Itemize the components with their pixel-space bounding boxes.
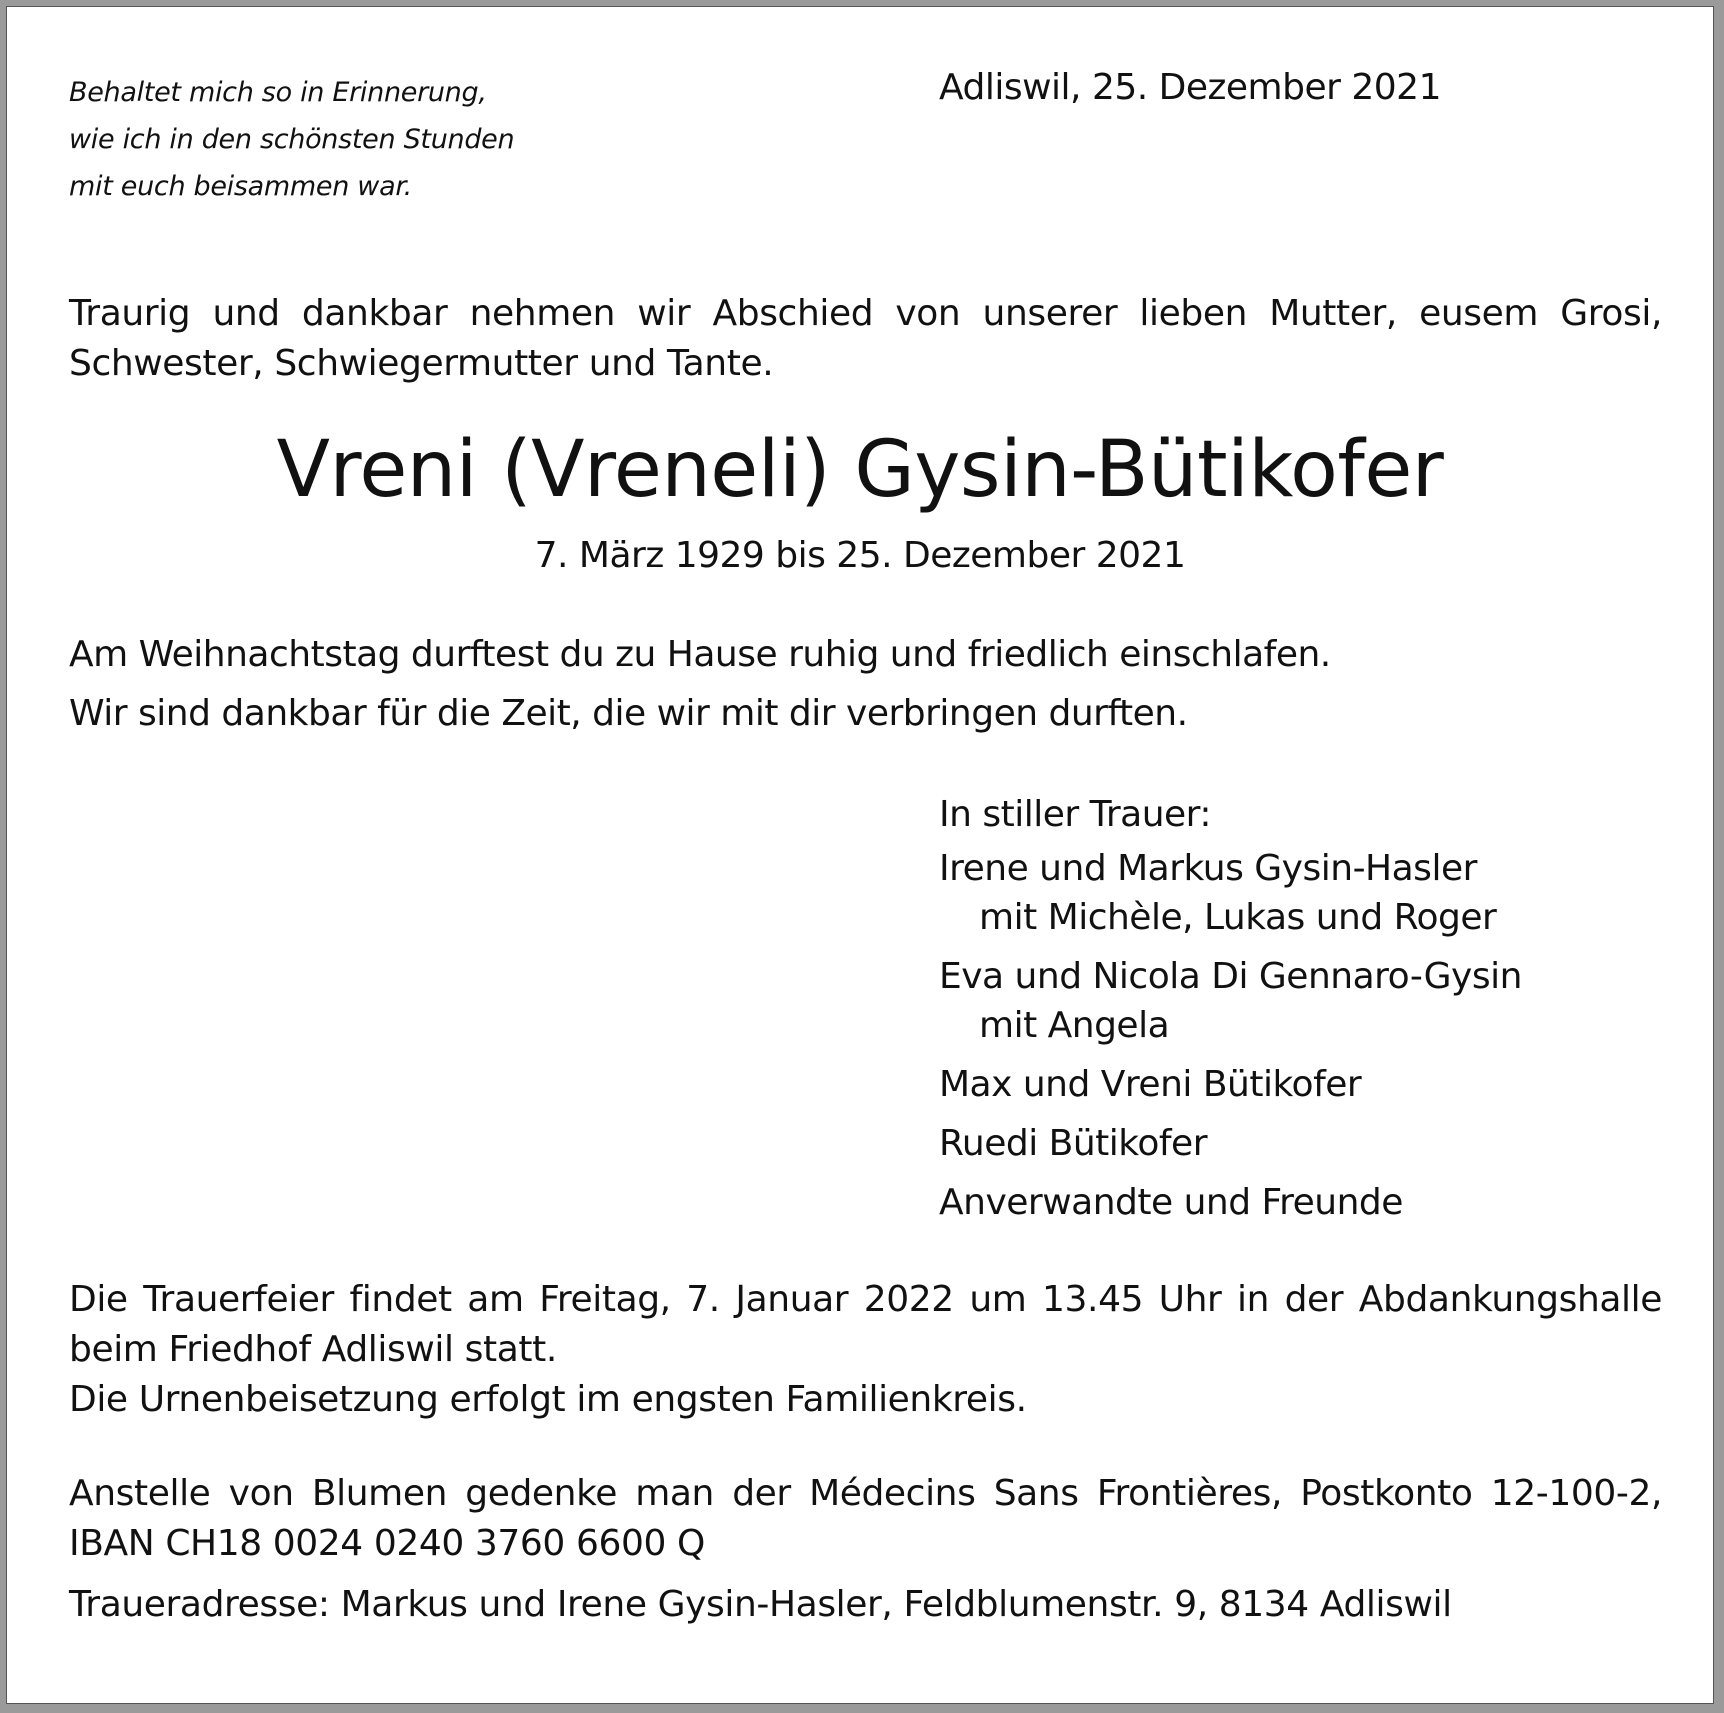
mourner-group: [939, 1060, 1522, 1109]
mourner-name: Anverwandte und Freunde: [939, 1182, 1403, 1223]
mourners-list: [939, 785, 1522, 1227]
mourner-group: [939, 1119, 1522, 1168]
deceased-name: Vreni (Vreneli) Gysin-Bütikofer: [276, 425, 1444, 515]
message-line: Am Weihnachtstag durftest du zu Hause ruhig und friedlich einschlafen.: [69, 634, 1331, 675]
mourner-children: mit Michèle, Lukas und Roger: [979, 897, 1497, 938]
obituary-notice: [6, 6, 1714, 1704]
burial-line: Die Urnenbeisetzung erfolgt im engsten Familienkreis.: [69, 1379, 1027, 1420]
mourners-heading: In stiller Trauer:: [939, 794, 1211, 835]
motto-line: mit euch beisammen war.: [69, 171, 412, 202]
donation-info: [69, 1469, 1662, 1569]
mourner-name: Max und Vreni Bütikofer: [939, 1064, 1362, 1105]
donation-line: Anstelle von Blumen gedenke man der Médecins Sans Frontières, Postkonto 12-100-2,: [69, 1473, 1662, 1514]
motto-line: wie ich in den schönsten Stunden: [69, 124, 515, 155]
place-date: Adliswil, 25. Dezember 2021: [939, 67, 1441, 108]
ceremony-line: Die Trauerfeier findet am Freitag, 7. Januar 2022 um 13.45 Uhr in der Abdankungshalle: [69, 1279, 1662, 1320]
message-line: Wir sind dankbar für die Zeit, die wir mit dir verbringen durften.: [69, 693, 1188, 734]
ceremony-info: [69, 1275, 1662, 1425]
mourner-children: mit Angela: [979, 1005, 1170, 1046]
lifespan-dates: 7. März 1929 bis 25. Dezember 2021: [534, 535, 1186, 576]
mourner-name: Eva und Nicola Di Gennaro-Gysin: [939, 956, 1522, 997]
farewell-message: [69, 625, 1331, 743]
ceremony-line: beim Friedhof Adliswil statt.: [69, 1329, 557, 1370]
mourning-address: Traueradresse: Markus und Irene Gysin-Hasler, Feldblumenstr. 9, 8134 Adliswil: [69, 1584, 1452, 1625]
intro-paragraph: [69, 289, 1662, 389]
motto-verse: [69, 69, 514, 210]
mourner-group: [939, 844, 1522, 942]
mourner-group: [939, 1178, 1522, 1227]
mourner-name: Ruedi Bütikofer: [939, 1123, 1208, 1164]
iban-line: IBAN CH18 0024 0240 3760 6600 Q: [69, 1523, 705, 1564]
intro-line: Traurig und dankbar nehmen wir Abschied von unserer lieben Mutter, eusem Grosi,: [69, 293, 1662, 334]
mourner-name: Irene und Markus Gysin-Hasler: [939, 848, 1477, 889]
motto-line: Behaltet mich so in Erinnerung,: [69, 77, 487, 108]
intro-line: Schwester, Schwiegermutter und Tante.: [69, 343, 774, 384]
mourner-group: [939, 952, 1522, 1050]
